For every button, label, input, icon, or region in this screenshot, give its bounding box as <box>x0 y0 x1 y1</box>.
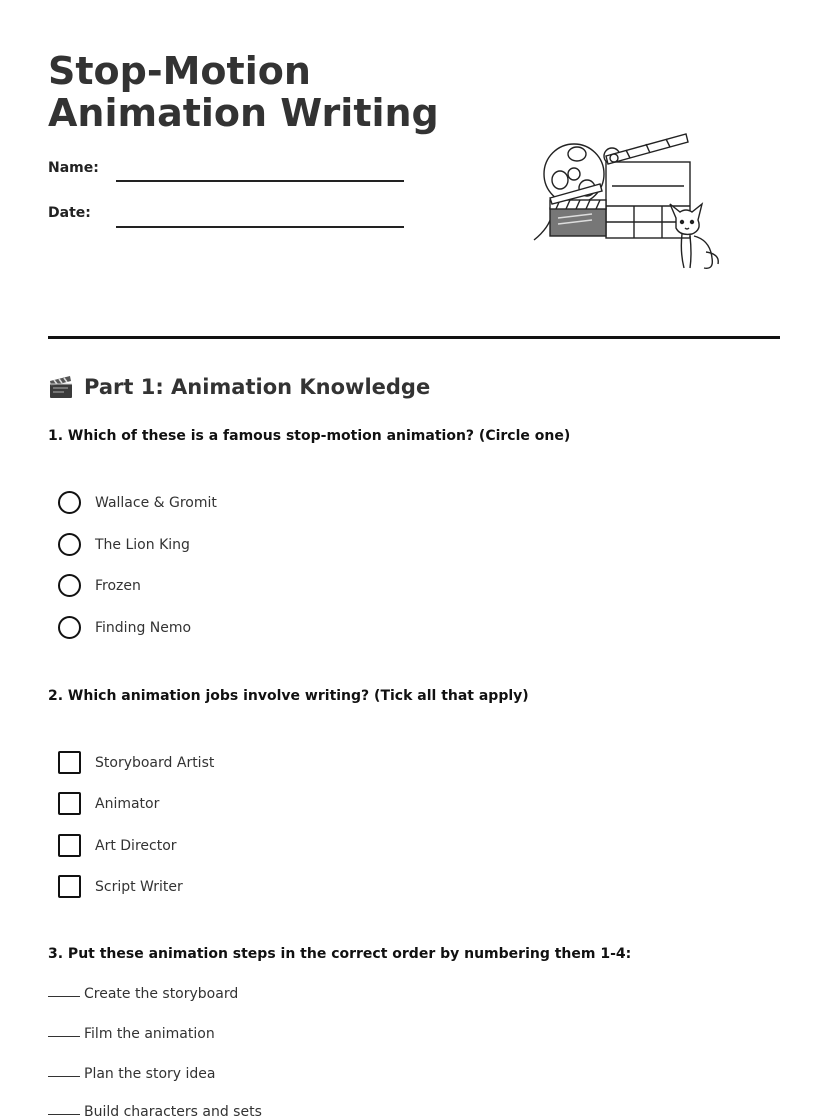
q2-option-3[interactable] <box>58 834 177 857</box>
order-item-2 <box>48 1026 215 1042</box>
order-item-4 <box>48 1104 262 1118</box>
option-label: Storyboard Artist <box>95 754 215 771</box>
option-label: Animator <box>95 795 160 812</box>
q2-option-2[interactable] <box>58 792 159 815</box>
order-item-label: Plan the story idea <box>84 1066 216 1082</box>
checkbox[interactable] <box>58 751 81 774</box>
order-item-label: Build characters and sets <box>84 1104 262 1118</box>
question-1: 1. Which of these is a famous stop-motion animation? (Circle one) <box>48 428 571 444</box>
order-item-3 <box>48 1066 215 1082</box>
q1-option-4[interactable] <box>58 616 191 639</box>
checkbox[interactable] <box>58 875 81 898</box>
number-blank[interactable] <box>48 996 80 997</box>
radio-circle[interactable] <box>58 616 81 639</box>
option-label: Art Director <box>95 837 177 854</box>
q1-option-3[interactable] <box>58 574 141 597</box>
q2-option-4[interactable] <box>58 875 183 898</box>
part1-heading <box>48 374 430 400</box>
q2-option-1[interactable] <box>58 751 214 774</box>
order-item-label: Film the animation <box>84 1026 215 1042</box>
order-item-label: Create the storyboard <box>84 986 239 1002</box>
radio-circle[interactable] <box>58 574 81 597</box>
radio-circle[interactable] <box>58 533 81 556</box>
question-2: 2. Which animation jobs involve writing? (Tick all that apply) <box>48 688 529 704</box>
page-title: Stop-Motion Animation Writing <box>48 49 439 135</box>
option-label: Finding Nemo <box>95 619 192 636</box>
number-blank[interactable] <box>48 1036 80 1037</box>
checkbox[interactable] <box>58 792 81 815</box>
order-item-1 <box>48 986 238 1002</box>
checkbox[interactable] <box>58 834 81 857</box>
clapperboard-icon <box>48 374 76 400</box>
q1-option-1[interactable] <box>58 491 217 514</box>
section-divider <box>48 336 780 339</box>
option-label: Frozen <box>95 577 141 594</box>
film-reel-clapperboard-cat-illustration <box>530 128 726 276</box>
option-label: Script Writer <box>95 878 183 895</box>
part1-title: Part 1: Animation Knowledge <box>84 375 431 399</box>
radio-circle[interactable] <box>58 491 81 514</box>
option-label: The Lion King <box>95 536 190 553</box>
name-field[interactable] <box>116 180 404 182</box>
name-label: Name: <box>48 160 99 176</box>
date-label: Date: <box>48 205 91 221</box>
date-field[interactable] <box>116 226 404 228</box>
question-3: 3. Put these animation steps in the correct order by numbering them 1-4: <box>48 946 632 962</box>
option-label: Wallace & Gromit <box>95 494 217 511</box>
number-blank[interactable] <box>48 1076 80 1077</box>
number-blank[interactable] <box>48 1114 80 1115</box>
q1-option-2[interactable] <box>58 533 190 556</box>
